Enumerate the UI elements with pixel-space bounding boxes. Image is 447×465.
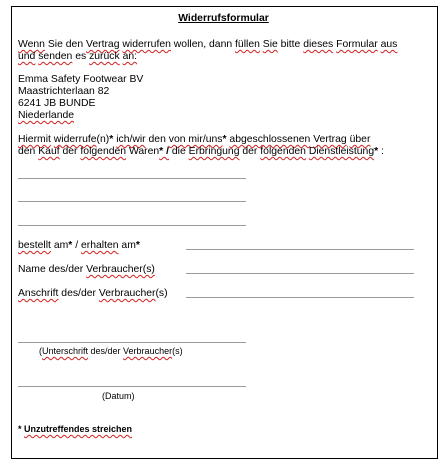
signature-label: (Unterschrift des/der Verbraucher(s): [39, 346, 183, 356]
consumer-address-label: Anschrift des/der Verbraucher(s): [18, 288, 168, 299]
address-city: 6241 JB BUNDE: [18, 98, 96, 109]
signature-line[interactable]: [18, 342, 246, 343]
statement-line-1: Hiermit widerrufe(n)* ich/wir den von mir/uns* abgeschlossenen Vertrag über: [18, 134, 371, 145]
goods-line-2[interactable]: [18, 201, 246, 202]
form-title: Widerrufsformular: [178, 13, 269, 24]
goods-line-3[interactable]: [18, 225, 246, 226]
goods-line-1[interactable]: [18, 178, 246, 179]
ordered-received-label: bestellt am* / erhalten am*: [18, 240, 140, 251]
date-label: (Datum): [102, 391, 135, 401]
intro-line-1: Wenn Sie den Vertrag widerrufen wollen, dann füllen Sie bitte dieses Formular aus: [18, 39, 398, 50]
address-company: Emma Safety Footwear BV: [18, 74, 144, 85]
ordered-received-line[interactable]: [186, 249, 414, 250]
consumer-name-line[interactable]: [186, 273, 414, 274]
consumer-name-label: Name des/der Verbraucher(s): [18, 264, 155, 275]
consumer-address-line[interactable]: [186, 297, 414, 298]
address-street: Maastrichterlaan 82: [18, 86, 110, 97]
statement-line-2: den Kauf der folgenden Waren* / die Erbringung der folgenden Dienstleistung* :: [18, 146, 384, 157]
intro-line-2: und senden es zurück an:: [18, 51, 138, 62]
address-country: Niederlande: [18, 110, 75, 121]
date-line[interactable]: [18, 386, 246, 387]
footnote: * Unzutreffendes streichen: [18, 424, 133, 434]
